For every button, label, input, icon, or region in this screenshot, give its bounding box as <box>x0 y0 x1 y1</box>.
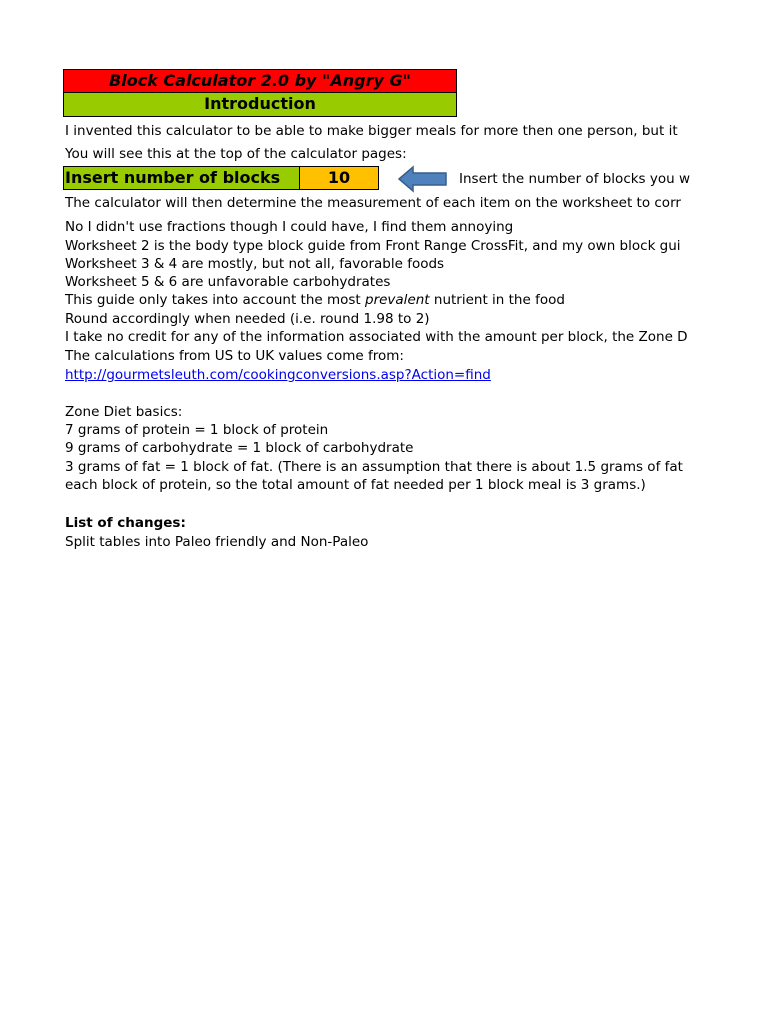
note-line-6-end: nutrient in the food <box>429 292 565 308</box>
intro-line-1: I invented this calculator to be able to make bigger meals for more then one person, but it <box>65 123 678 139</box>
note-line-1: The calculator will then determine the measurement of each item on the worksheet to corr <box>65 195 681 211</box>
blocks-input-note: Insert the number of blocks you w <box>459 171 691 187</box>
note-line-6-start: This guide only takes into account the most <box>65 292 365 308</box>
note-line-9: The calculations from US to UK values come from: <box>65 348 404 364</box>
fat-rule-line-2: each block of protein, so the total amount of fat needed per 1 block meal is 3 grams.) <box>65 477 646 493</box>
carbohydrate-rule: 9 grams of carbohydrate = 1 block of carbohydrate <box>65 440 414 456</box>
intro-line-2: You will see this at the top of the calculator pages: <box>65 146 407 162</box>
changes-heading: List of changes: <box>65 515 186 531</box>
note-line-8: I take no credit for any of the information associated with the amount per block, the Zone D <box>65 329 688 345</box>
calculator-title: Block Calculator 2.0 by "Angry G" <box>63 69 457 93</box>
conversion-source-link[interactable]: http://gourmetsleuth.com/cookingconversions.asp?Action=find <box>65 367 491 383</box>
left-arrow-icon <box>398 165 448 193</box>
note-line-7: Round accordingly when needed (i.e. round 1.98 to 2) <box>65 311 430 327</box>
section-heading-introduction: Introduction <box>63 93 457 117</box>
note-line-6 <box>65 291 565 309</box>
change-item-1: Split tables into Paleo friendly and Non-Paleo <box>65 534 369 550</box>
zone-basics-heading: Zone Diet basics: <box>65 404 183 420</box>
protein-rule: 7 grams of protein = 1 block of protein <box>65 422 329 438</box>
note-line-4: Worksheet 3 & 4 are mostly, but not all, favorable foods <box>65 256 445 272</box>
note-line-3: Worksheet 2 is the body type block guide from Front Range CrossFit, and my own block gui <box>65 238 681 254</box>
note-line-2: No I didn't use fractions though I could have, I find them annoying <box>65 219 514 235</box>
note-line-6-emphasis: prevalent <box>365 292 430 308</box>
blocks-input-label: Insert number of blocks <box>63 166 300 190</box>
blocks-input-value[interactable]: 10 <box>300 166 379 190</box>
note-line-5: Worksheet 5 & 6 are unfavorable carbohydrates <box>65 274 391 290</box>
fat-rule-line-1: 3 grams of fat = 1 block of fat. (There is an assumption that there is about 1.5 grams of fat <box>65 459 683 475</box>
